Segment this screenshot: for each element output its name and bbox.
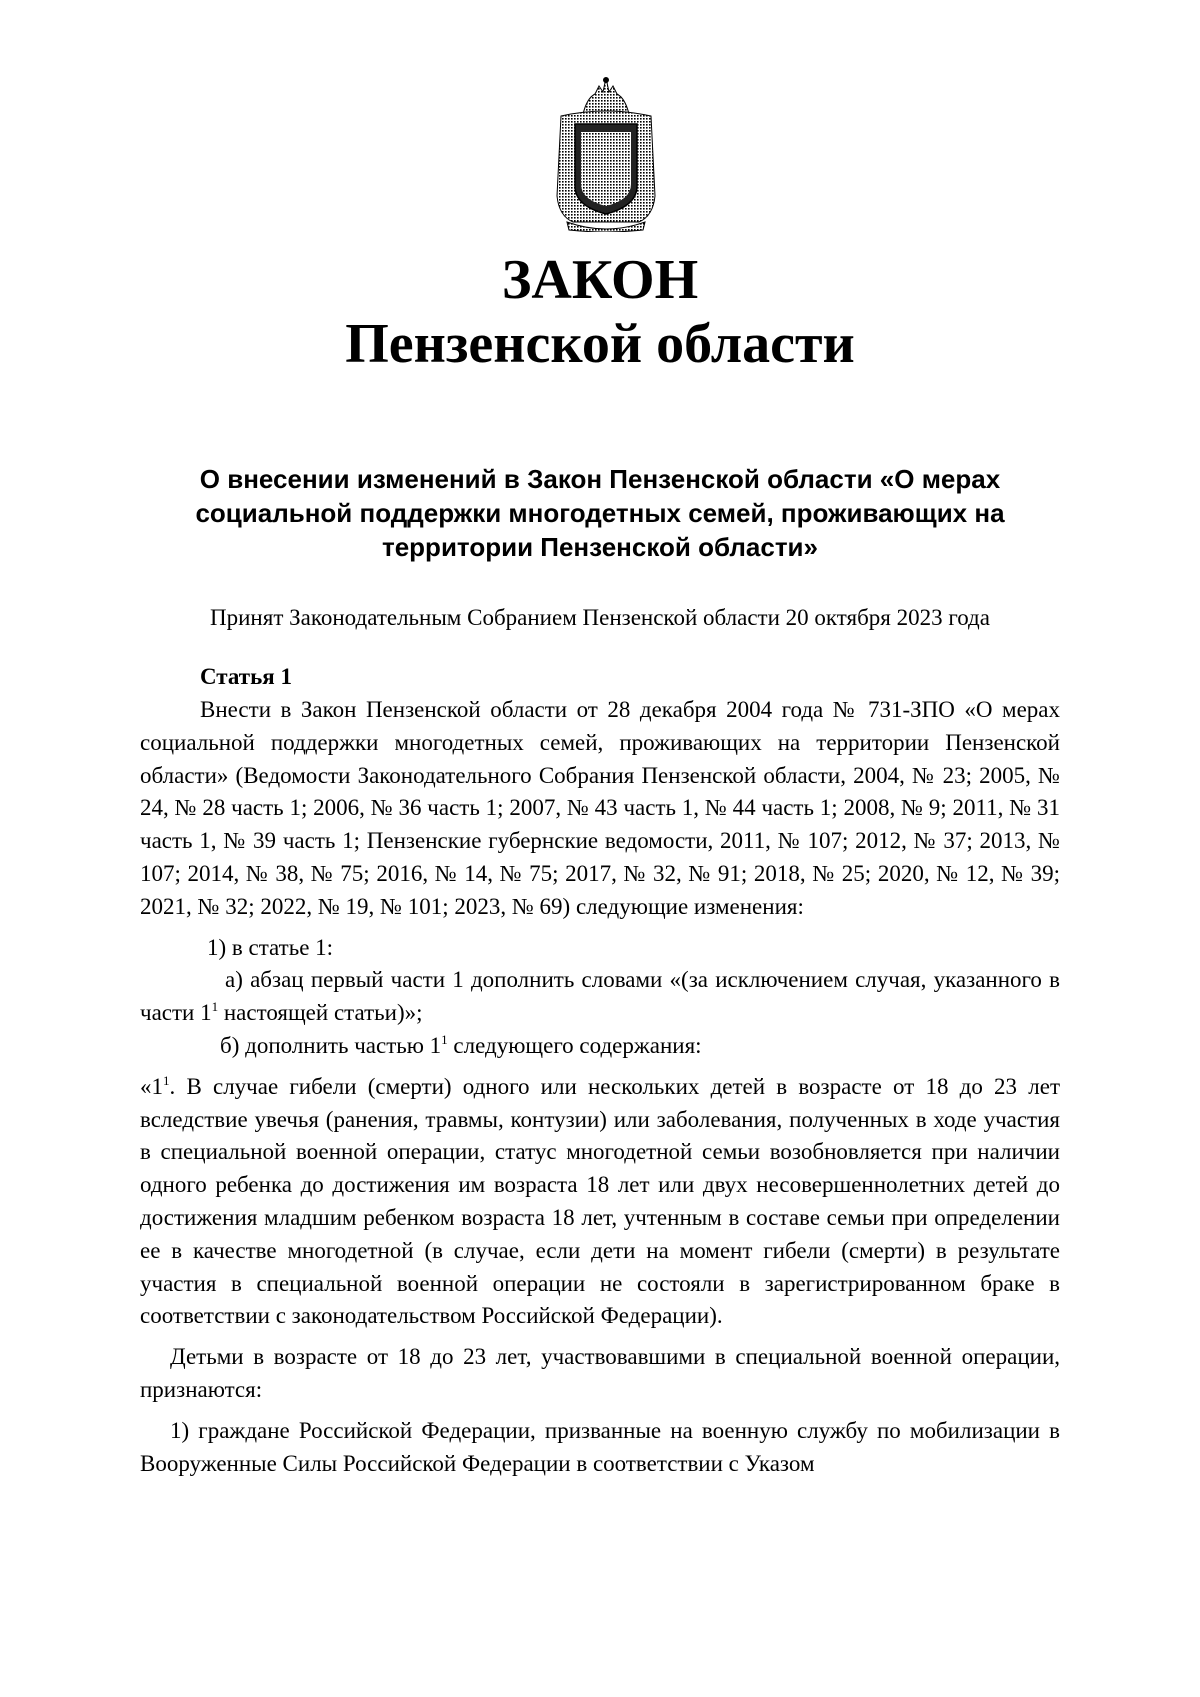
adoption-note: Принят Законодательным Собранием Пензенской области 20 октября 2023 года <box>210 605 990 630</box>
sub-a-text: а) абзац первый части 1 дополнить словами «(за исключением случая, указанного в части 1 <box>140 967 1060 1026</box>
sub-a-superscript: 1 <box>211 999 219 1015</box>
sub-b-tail: следующего содержания: <box>447 1032 702 1058</box>
law-region: Пензенской области <box>345 313 855 375</box>
quoted-part <box>140 1071 1060 1333</box>
quote-superscript: 1 <box>163 1072 170 1088</box>
definition-item-1: 1) граждане Российской Федерации, призванные на военную службу по мобилизации в Вооруженные Силы Российской Федерации в соответствии с Указом <box>140 1417 1060 1476</box>
sub-item-b <box>140 1030 1060 1063</box>
law-title: ЗАКОН <box>501 249 699 311</box>
item-1: 1) в статье 1: <box>207 934 334 960</box>
quote-text: . В случае гибели (смерти) одного или нескольких детей в возрасте от 18 до 23 лет вследствие увечья (ранения, травмы, контузии) или заболевания, полученных в ходе участия в специальной военной операции, статус многодетной семьи возобновляется при наличии одного ребенка до достижения им возраста 18 лет или двух несовершеннолетних детей до достижения младшим ребенком возраста 18 лет, учтенным в составе семьи при определении ее в качестве многодетной (в случае, если дети на момент гибели (смерти) в результате участия в специальной военной операции не состояли в зарегистрированном браке в соответствии с законодательством Российской Федерации). <box>140 1073 1060 1329</box>
sub-b-text: б) дополнить частью 1 <box>220 1032 442 1058</box>
law-subject <box>130 462 1070 564</box>
coat-of-arms-icon <box>553 76 659 232</box>
subject-line-1: О внесении изменений в Закон Пензенской области «О мерах <box>199 464 1001 494</box>
subject-line-2: социальной поддержки многодетных семей, проживающих на <box>195 498 1005 528</box>
article-heading: Статья 1 <box>200 664 292 689</box>
subject-line-3: территории Пензенской области» <box>381 532 818 562</box>
sub-item-a <box>140 964 1060 1030</box>
children-definition: Детьми в возрасте от 18 до 23 лет, участвовавшими в специальной военной операции, признаются: <box>140 1344 1060 1402</box>
sub-a-tail: настоящей статьи)»; <box>218 1000 423 1026</box>
article-intro: Внести в Закон Пензенской области от 28 декабря 2004 года № 731-ЗПО «О мерах социальной поддержки многодетных семей, проживающих на территории Пензенской области» (Ведомости Законодательного Собрания Пензенской области, 2004, № 23; 2005, № 24, № 28 часть 1; 2006, № 36 часть 1; 2007, № 43 часть 1, № 44 часть 1; 2008, № 9; 2011, № 31 часть 1, № 39 часть 1; Пензенские губернские ведомости, 2011, № 107; 2012, № 37; 2013, № 107; 2014, № 38, № 75; 2016, № 14, № 75; 2017, № 32, № 91; 2018, № 25; 2020, № 12, № 39; 2021, № 32; 2022, № 19, № 101; 2023, № 69) следующие изменения: <box>140 697 1060 919</box>
quote-open: «1 <box>140 1073 163 1099</box>
sub-b-superscript: 1 <box>441 1031 448 1047</box>
article-body <box>140 694 1060 1480</box>
